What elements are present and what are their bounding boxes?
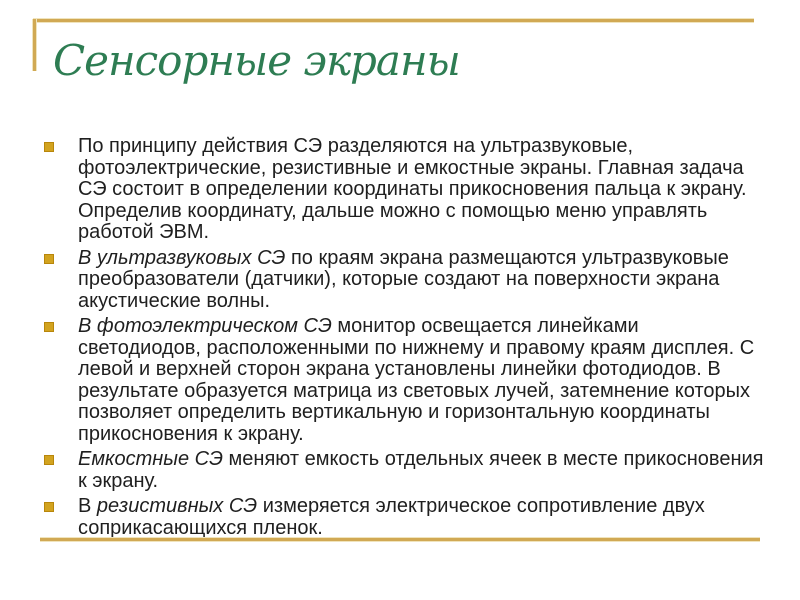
title-accent-line-top [33, 19, 754, 22]
footer-accent-line [40, 538, 760, 541]
bullet-text: по краям экрана размещаются ультразвуковые преобразователи (датчики), которые создают на поверхности экрана акустические волны. [78, 246, 729, 312]
list-item [45, 449, 766, 492]
list-item [45, 496, 766, 539]
bullet-text: монитор освещается линейками светодиодов, расположенными по нижнему и правому краям дисплея. С левой и верхней сторон экрана установлены линейки фотодиодов. В результате образуется матрица из световых лучей, затемнение которых позволяет определить вертикальную и горизонтальную координаты прикосновения к экрану. [78, 315, 755, 445]
bullet-text-emphasis: резистивных СЭ [96, 495, 258, 517]
bullet-text: меняют емкость отдельных ячеек в месте прикосновения к экрану. [78, 448, 764, 492]
bullet-text: По принципу действия СЭ разделяются на ультразвуковые, фотоэлектрические, резистивные и емкостные экраны. Главная задача СЭ состоит в определении координаты прикосновения пальца к экрану. Определив координату, дальше можно с помощью меню управлять работой ЭВМ. [78, 135, 747, 243]
slide-title: Сенсорные экраны [53, 36, 460, 85]
bullet-text: измеряется электрическое сопротивление двух соприкасающихся пленок. [78, 495, 705, 539]
bullet-square-icon [45, 323, 53, 331]
bullet-square-icon [45, 456, 53, 464]
list-item [45, 316, 766, 445]
list-item [45, 248, 766, 313]
bullet-text: В [78, 495, 97, 517]
title-accent-line-left [33, 19, 36, 71]
bullet-text-emphasis: В фотоэлектрическом СЭ [78, 315, 332, 337]
bullet-text-emphasis: В ультразвуковых СЭ [78, 246, 286, 269]
bullet-square-icon [45, 255, 53, 263]
bullet-list [45, 136, 767, 543]
bullet-square-icon [45, 503, 53, 511]
bullet-square-icon [45, 143, 53, 151]
bullet-text-emphasis: Емкостные СЭ [78, 448, 223, 470]
list-item [45, 136, 766, 244]
